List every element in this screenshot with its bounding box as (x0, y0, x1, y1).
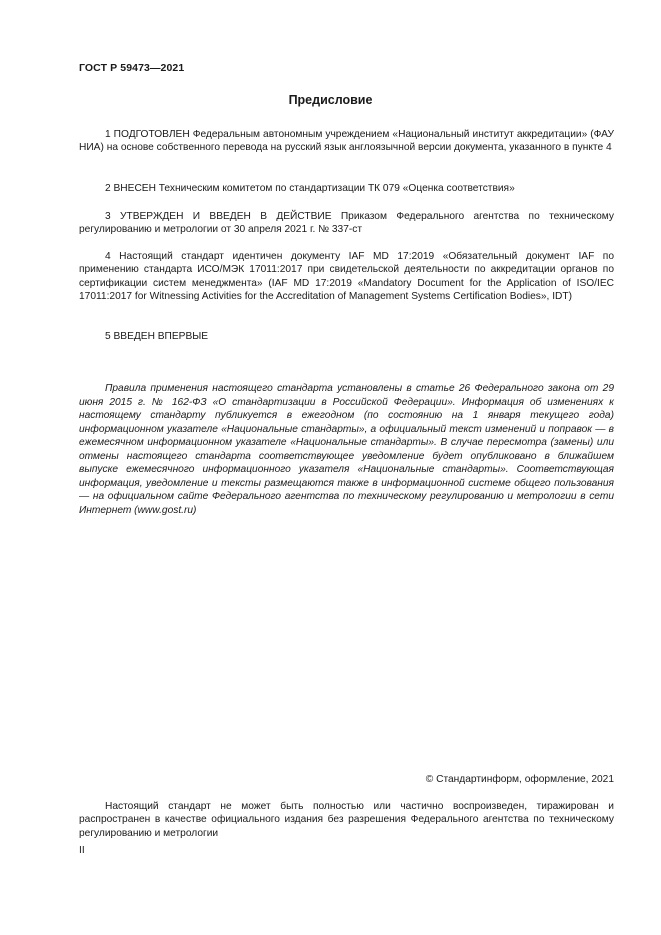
paragraph-text: 4 Настоящий стандарт идентичен документу IAF MD 17:2019 «Обязательный документ IAF по применению стандарта ИСО/МЭК 17011:2017 при свидетельской деятельности по аккредитации органов по сертификации систем менеджмента» (IAF MD 17:2019 «Mandatory Document for the Application of ISO/IEC 17011:2017 for Witnessing Activities for the Accreditation of Management Systems Certification Bodies», IDT) (79, 251, 614, 303)
reproduction-text: Настоящий стандарт не может быть полностью или частично воспроизведен, тиражирован и распространен в качестве официального издания без разрешения Федерального агентства по техническому регулированию и метрологии (79, 801, 614, 839)
paragraph-prepared-by (79, 128, 614, 155)
page-number: II (79, 845, 85, 856)
paragraph-text: 3 УТВЕРЖДЕН И ВВЕДЕН В ДЕЙСТВИЕ Приказом Федерального агентства по техническому регулированию и метрологии от 30 апреля 2021 г. № 337-ст (79, 211, 614, 236)
page-title: Предисловие (288, 93, 373, 107)
paragraph-identical-to (79, 250, 614, 304)
paragraph-first-introduced (79, 330, 614, 343)
reproduction-notice (79, 800, 614, 840)
paragraph-text: 5 ВВЕДЕН ВПЕРВЫЕ (105, 331, 209, 342)
paragraph-introduced-by (79, 182, 614, 195)
application-rules-notice (79, 382, 614, 517)
standard-number: ГОСТ Р 59473—2021 (79, 62, 185, 74)
paragraph-text: 1 ПОДГОТОВЛЕН Федеральным автономным учреждением «Национальный институт аккредитации» (ФАУ НИА) на основе собственного перевода на русский язык англоязычной версии документа, указанного в пункте 4 (79, 129, 614, 154)
paragraph-text: 2 ВНЕСЕН Техническим комитетом по стандартизации ТК 079 «Оценка соответствия» (105, 183, 515, 194)
paragraph-approved (79, 210, 614, 237)
copyright-line: © Стандартинформ, оформление, 2021 (425, 774, 614, 785)
notice-text: Правила применения настоящего стандарта установлены в статье 26 Федерального закона от 29 июня 2015 г. № 162-ФЗ «О стандартизации в Российской Федерации». Информация об изменениях к настоящему стандарту публикуется в ежегодном (по состоянию на 1 января текущего года) информационном указателе «Национальные стандарты», а официальный текст изменений и поправок — в ежемесячном информационном указателе «Национальные стандарты». В случае пересмотра (замены) или отмены настоящего стандарта соответствующее уведомление будет опубликовано в ближайшем выпуске ежемесячного информационного указателя «Национальные стандарты». Соответствующая информация, уведомление и тексты размещаются также в информационной системе общего пользования — на официальном сайте Федерального агентства по техническому регулированию и метрологии в сети Интернет (www.gost.ru) (79, 383, 614, 516)
